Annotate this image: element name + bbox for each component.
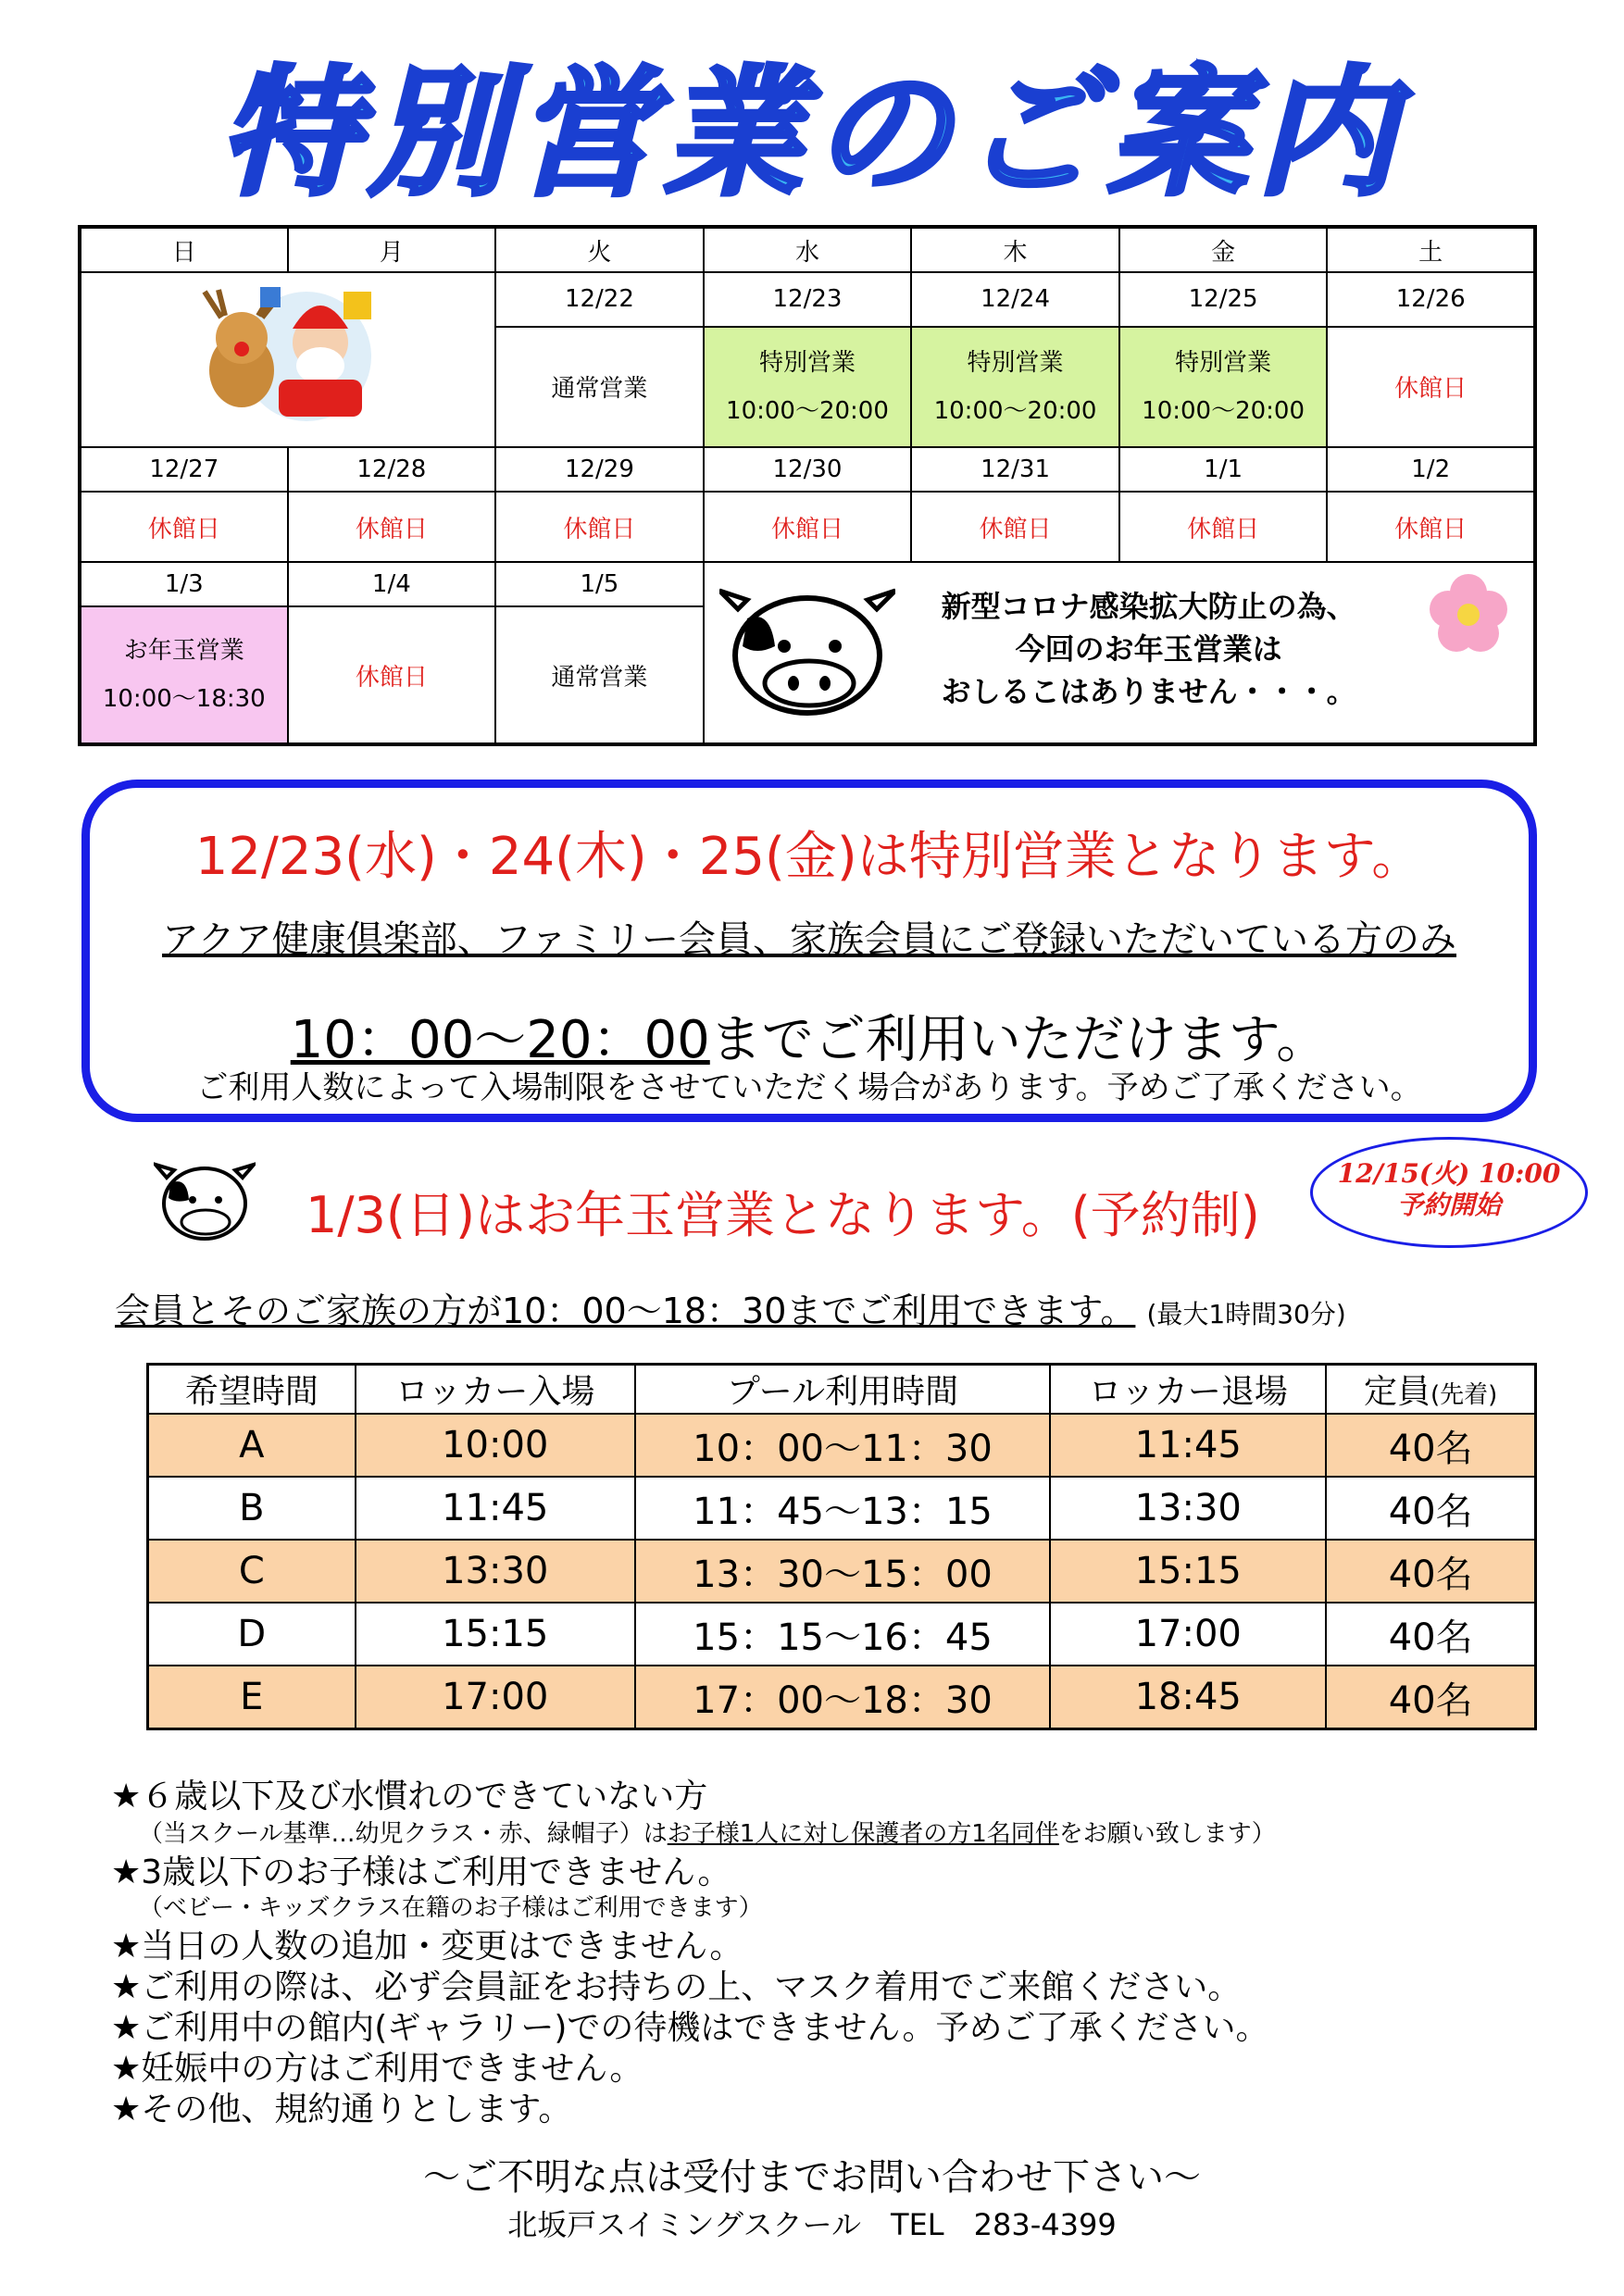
corona-notice-line2: 今回のお年玉営業は [1015,631,1282,667]
date-12-29: 12/29 [495,447,704,492]
special-time: 10：00～20：00 [290,1010,710,1070]
locker-in-cell: 11:45 [356,1477,635,1540]
locker-in-cell: 10:00 [356,1414,635,1477]
capacity-cell: 40名 [1326,1414,1535,1477]
locker-out-cell: 11:45 [1050,1414,1326,1477]
weekday-mon: 月 [288,227,496,272]
slot-cell: E [148,1666,356,1729]
santa-reindeer-illustration [168,273,408,440]
locker-out-cell: 13:30 [1050,1477,1326,1540]
table-header-row [148,1365,1536,1415]
pool-time-cell: 15：15～16：45 [635,1603,1050,1666]
weekday-tue: 火 [495,227,704,272]
page-title: 特別営業のご案内 [219,54,1405,215]
date-12-28: 12/28 [288,447,496,492]
note-6: ★妊娠中の方はご利用できません。 [111,2050,643,2088]
locker-out-cell: 18:45 [1050,1666,1326,1729]
calendar-table [78,225,1537,746]
cell-special-12-23 [704,327,912,447]
bubble-line1: 12/15(火) 10:00 [1337,1158,1561,1189]
header-locker-out: ロッカー退場 [1050,1365,1326,1415]
table-row [148,1540,1536,1603]
note-5: ★ご利用中の館内(ギャラリー)での待機はできません。予めご了承ください。 [111,2009,1269,2047]
pool-time-cell: 11：45～13：15 [635,1477,1050,1540]
pool-time-cell: 17：00～18：30 [635,1666,1050,1729]
date-1-5: 1/5 [495,562,704,606]
weekday-thu: 木 [911,227,1119,272]
note-2: ★3歳以下のお子様はご利用できません。 [111,1853,731,1891]
corona-notice-line3: おしるこはありません・・・。 [941,674,1356,709]
week2-dates [80,447,1535,492]
slot-cell: B [148,1477,356,1540]
table-row [148,1603,1536,1666]
slot-cell: D [148,1603,356,1666]
cell-closed-12-31: 休館日 [911,492,1119,562]
special-time: 10:00～20:00 [726,396,889,425]
weekday-sat: 土 [1327,227,1535,272]
note-4: ★ご利用の際は、必ず会員証をお持ちの上、マスク着用でご来館ください。 [111,1968,1242,2006]
otoshidama-subtitle-note: (最大1時間30分) [1146,1299,1346,1329]
bubble-line2: 予約開始 [1396,1190,1501,1220]
pool-time-cell: 13：30～15：00 [635,1540,1050,1603]
cell-special-12-25 [1119,327,1328,447]
cell-closed-12-29: 休館日 [495,492,704,562]
date-12-22: 12/22 [495,272,704,327]
capacity-cell: 40名 [1326,1603,1535,1666]
note-1-sub-c: をお願い致します） [1058,1820,1276,1848]
pool-time-cell: 10：00～11：30 [635,1414,1050,1477]
table-row [148,1666,1536,1729]
date-12-27: 12/27 [80,447,288,492]
special-eligibility: アクア健康倶楽部、ファミリー会員、家族会員にご登録いただいている方のみ [162,918,1456,961]
cell-closed-12-30: 休館日 [704,492,912,562]
weekday-wed: 水 [704,227,912,272]
locker-out-cell: 15:15 [1050,1540,1326,1603]
header-slot: 希望時間 [148,1365,356,1415]
flower-icon [1427,572,1510,655]
table-row [148,1477,1536,1540]
week2-cells [80,492,1535,562]
inquiry-line: ～ご不明な点は受付までお問い合わせ下さい～ [423,2156,1201,2199]
slot-cell: A [148,1414,356,1477]
special-label: 特別営業 [1175,348,1272,377]
note-1-sub-b: お子様1人に対し保護者の方1名同伴 [667,1820,1059,1848]
header-pool-time: プール利用時間 [635,1365,1050,1415]
cell-closed-12-26: 休館日 [1327,327,1535,447]
otoshidama-time: 10:00～18:30 [102,685,266,713]
cell-special-12-24 [911,327,1119,447]
date-12-23: 12/23 [704,272,912,327]
slot-cell: C [148,1540,356,1603]
note-1: ★６歳以下及び水慣れのできていない方 [111,1778,708,1816]
locker-in-cell: 13:30 [356,1540,635,1603]
otoshidama-subtitle-text: 会員とそのご家族の方が10：00～18：30までご利用できます。 [115,1291,1136,1331]
otoshidama-heading: 1/3(日)はお年玉営業となります。(予約制) [306,1186,1260,1244]
cell-closed-12-28: 休館日 [288,492,496,562]
locker-out-cell: 17:00 [1050,1603,1326,1666]
header-capacity-label: 定員 [1364,1373,1431,1411]
weekday-sun: 日 [80,227,288,272]
date-12-24: 12/24 [911,272,1119,327]
capacity-cell: 40名 [1326,1666,1535,1729]
otoshidama-subtitle [115,1282,1346,1333]
corona-notice-cell [704,562,1535,744]
date-12-30: 12/30 [704,447,912,492]
cell-closed-12-27: 休館日 [80,492,288,562]
cow-icon [719,581,895,720]
special-time: 10:00～20:00 [933,396,1097,425]
weekday-fri: 金 [1119,227,1328,272]
otoshidama-label: お年玉営業 [123,637,244,665]
cell-closed-1-2: 休館日 [1327,492,1535,562]
locker-in-cell: 17:00 [356,1666,635,1729]
header-capacity-note: (先着) [1430,1381,1498,1409]
date-1-2: 1/2 [1327,447,1535,492]
special-label: 特別営業 [758,348,856,377]
note-1-sub [139,1815,1276,1849]
date-12-25: 12/25 [1119,272,1328,327]
christmas-illustration-cell [80,272,495,447]
date-12-26: 12/26 [1327,272,1535,327]
note-7: ★その他、規約通りとします。 [111,2090,572,2128]
weekday-row [80,227,1535,272]
reservation-bubble [1310,1137,1588,1248]
locker-in-cell: 15:15 [356,1603,635,1666]
special-heading: 12/23(水)・24(木)・25(金)は特別営業となります。 [194,827,1424,887]
table-row [148,1414,1536,1477]
note-2-sub: （ベビー・キッズクラス在籍のお子様はご利用できます） [139,1894,763,1922]
header-capacity [1326,1365,1535,1415]
corona-notice-line1: 新型コロナ感染拡大防止の為、 [941,589,1356,624]
date-1-4: 1/4 [288,562,496,606]
special-time-suffix: までご利用いただけます。 [709,1010,1329,1070]
date-12-31: 12/31 [911,447,1119,492]
cell-normal-12-22: 通常営業 [495,327,704,447]
special-label: 特別営業 [967,348,1064,377]
capacity-cell: 40名 [1326,1477,1535,1540]
special-time: 10:00～20:00 [1142,396,1305,425]
contact-line: 北坂戸スイミングスクール TEL 283-4399 [507,2207,1117,2242]
cow-icon-small [154,1157,256,1246]
cell-otoshidama-1-3 [80,606,288,744]
date-1-3: 1/3 [80,562,288,606]
special-note: ご利用人数によって入場制限をさせていただく場合があります。予めご了承ください。 [196,1069,1422,1106]
special-operation-box [81,780,1537,1122]
cell-normal-1-5: 通常営業 [495,606,704,744]
date-1-1: 1/1 [1119,447,1328,492]
note-1-sub-a: （当スクール基準…幼児クラス・赤、緑帽子）は [139,1820,668,1848]
cell-closed-1-4: 休館日 [288,606,496,744]
note-3: ★当日の人数の追加・変更はできません。 [111,1928,743,1965]
cell-closed-1-1: 休館日 [1119,492,1328,562]
time-slot-table [146,1363,1537,1730]
capacity-cell: 40名 [1326,1540,1535,1603]
header-locker-in: ロッカー入場 [356,1365,635,1415]
